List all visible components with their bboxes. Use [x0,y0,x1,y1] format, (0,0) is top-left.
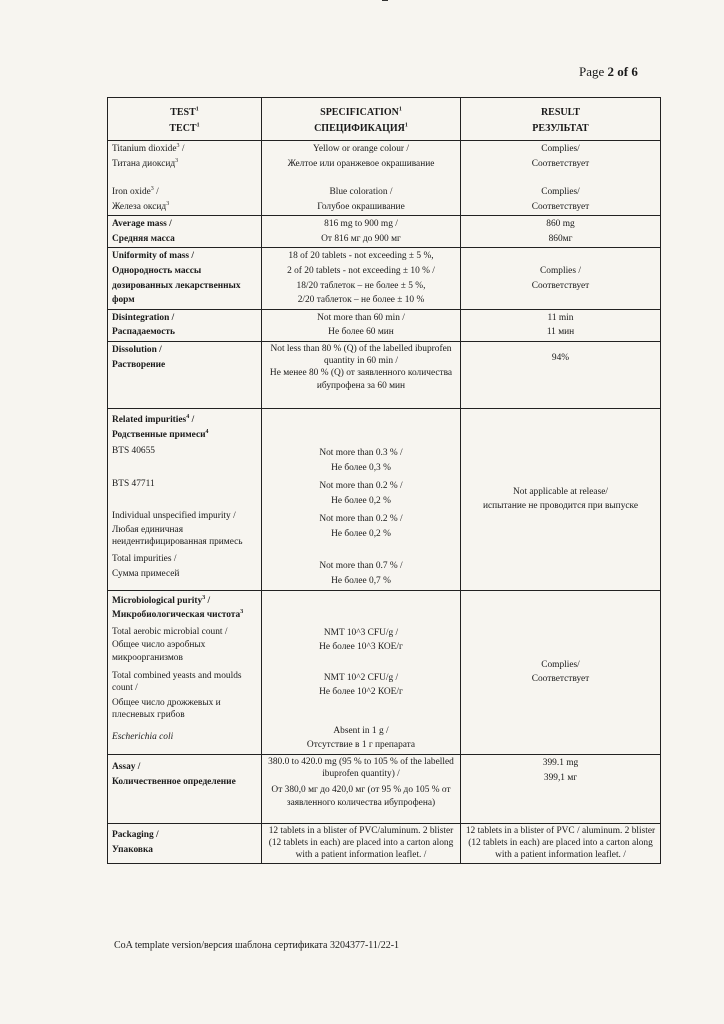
page-number: Page 2 of 6 [579,64,638,79]
result-cell: 12 tablets in a blister of PVC / aluminum. 2 blister (12 tablets in each) are placed into a carton along with a patient information leaflet. / [461,824,661,864]
test-cell: Microbiological purity$^3$ / Микробиологическая чистота$^3$ Total aerobic microbial count / Общее число аэробных микроорганизмов Total combined yeasts and moulds count / Общее число дрожжевых и плесневых грибов Escherichia coli [108,590,262,754]
spec-cell: 18 of 20 tablets - not exceeding ± 5 %, 2 of 20 tablets - not exceeding ± 10 % / 18/20 таблеток – не более ± 5 %, 2/20 таблеток – не более ± 10 % [262,248,461,309]
header-result: RESULT РЕЗУЛЬТАТ [461,98,661,141]
result-cell: Complies/ Соответствует Complies/ Соответствует [461,141,661,216]
table-row [108,216,661,248]
table-row [108,341,661,408]
table-row [108,824,661,864]
spec-cell: NMT 10^3 CFU/g / Не более 10^3 КОЕ/г NMT 10^2 CFU/g / Не более 10^2 КОЕ/г Absent in 1 g / Отсутствие в 1 г препарата [262,590,461,754]
table-row [108,408,661,590]
spec-cell: 12 tablets in a blister of PVC/aluminum. 2 blister (12 tablets in each) are placed into a carton along with a patient information leaflet. / [262,824,461,864]
header-test: TEST$^1$ ТЕСТ$^1$ [108,98,262,141]
table-row [108,248,661,309]
result-cell: Complies / Соответствует [461,248,661,309]
scan-mark [382,0,388,1]
table-row [108,309,661,341]
table-row [108,755,661,824]
certificate-table [107,97,661,864]
spec-cell: Not more than 0.3 % / Не более 0,3 % Not more than 0.2 % / Не более 0,2 % Not more than 0.2 % / Не более 0,2 % Not more than 0.7 % / Не более 0,7 % [262,408,461,590]
spec-cell: Yellow or orange colour / Желтое или оранжевое окрашивание Blue coloration / Голубое окрашивание [262,141,461,216]
header-specification: SPECIFICATION$^1$ СПЕЦИФИКАЦИЯ$^1$ [262,98,461,141]
table-header-row [108,98,661,141]
result-cell: 860 mg 860мг [461,216,661,248]
test-cell: Disintegration / Распадаемость [108,309,262,341]
test-cell: Average mass / Средняя масса [108,216,262,248]
template-version-footer: CoA template version/версия шаблона сертификата 3204377-11/22-1 [114,940,400,951]
table-row [108,141,661,216]
result-cell: 399.1 mg 399,1 мг [461,755,661,824]
test-cell: Uniformity of mass / Однородность массы дозированных лекарственных форм [108,248,262,309]
test-cell: Packaging / Упаковка [108,824,262,864]
spec-cell: 380.0 to 420.0 mg (95 % to 105 % of the labelled ibuprofen quantity) / От 380,0 мг до 420,0 мг (от 95 % до 105 % от заявленного количества ибупрофена) [262,755,461,824]
test-cell: Related impurities$^4$ / Родственные примеси$^4$ BTS 40655 BTS 47711 Individual unspecified impurity / Любая единичная неидентифицированная примесь Total impurities / Сумма примесей [108,408,262,590]
test-cell: Titanium dioxide$^3$ / Титана диоксид$^3$ Iron oxide$^3$ / Железа оксид$^3$ [108,141,262,216]
test-cell: Dissolution / Растворение [108,341,262,408]
spec-cell: 816 mg to 900 mg / От 816 мг до 900 мг [262,216,461,248]
spec-cell: Not less than 80 % (Q) of the labelled ibuprofen quantity in 60 min / Не менее 80 % (Q) от заявленного количества ибупрофена за 60 мин [262,341,461,408]
result-cell: 11 min 11 мин [461,309,661,341]
result-cell: 94% [461,341,661,408]
spec-cell: Not more than 60 min / Не более 60 мин [262,309,461,341]
table-row [108,590,661,754]
test-cell: Assay / Количественное определение [108,755,262,824]
result-cell: Complies/ Соответствует [461,590,661,754]
result-cell: Not applicable at release/ испытание не проводится при выпуске [461,408,661,590]
